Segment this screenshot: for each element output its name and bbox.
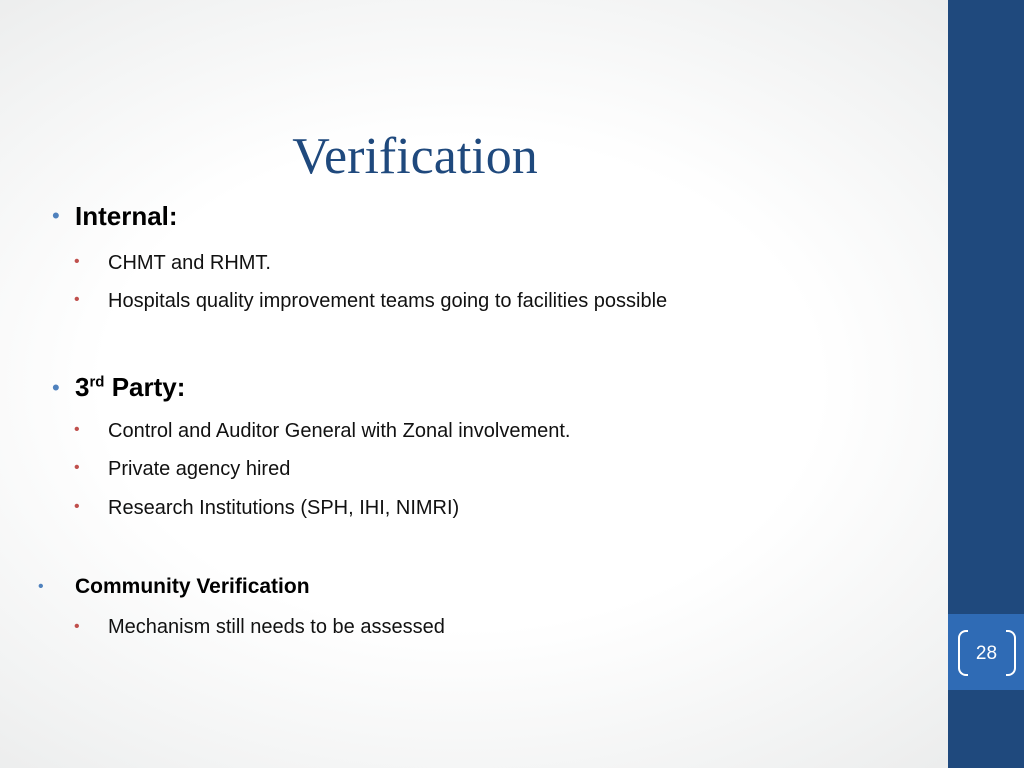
section-heading-community: Community Verification (75, 575, 310, 598)
bullet-icon: • (52, 203, 60, 228)
bullet-icon: • (74, 459, 80, 476)
heading-ordinal: rd (89, 373, 105, 391)
page-number: 28 (975, 643, 998, 664)
bullet-icon: • (74, 421, 80, 438)
list-item: Hospitals quality improvement teams going to facilities possible (108, 290, 668, 312)
list-item: CHMT and RHMT. (108, 252, 271, 274)
heading-text: Party: (104, 372, 186, 402)
section-heading-third-party (75, 372, 185, 403)
list-item: Control and Auditor General with Zonal involvement. (108, 420, 571, 442)
list-item: Research Institutions (SPH, IHI, NIMRI) (108, 497, 460, 519)
heading-number: 3 (75, 372, 90, 402)
bullet-icon: • (74, 618, 80, 635)
bullet-icon: • (74, 253, 80, 270)
slide-title: Verification (292, 128, 538, 185)
list-item: Private agency hired (108, 458, 291, 480)
bullet-icon: • (52, 375, 60, 400)
bullet-icon: • (74, 498, 80, 515)
bullet-icon: • (38, 578, 44, 595)
list-item: Mechanism still needs to be assessed (108, 616, 445, 638)
section-heading-internal: Internal: (75, 201, 178, 231)
bullet-icon: • (74, 291, 80, 308)
